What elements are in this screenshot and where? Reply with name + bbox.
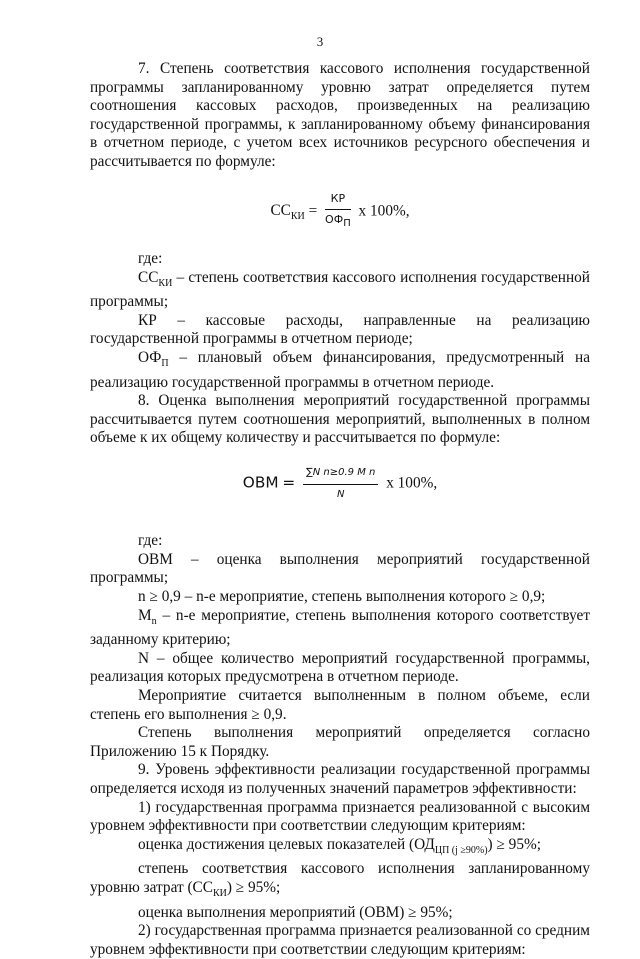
formula2-denominator: N	[336, 488, 345, 500]
definition-n: n ≥ 0,9 – n-е мероприятие, степень выполнения которого ≥ 0,9;	[138, 587, 546, 605]
paragraph-full-completion: Мероприятие считается выполненным в полном объеме, если степень его выполнения ≥ 0,9.	[90, 686, 590, 723]
paragraph-9: 9. Уровень эффективности реализации государственной программы определяется исходя из полученных значений параметров эффективности:	[90, 761, 590, 797]
where-label-2: где:	[138, 532, 163, 550]
formula1-tail: х 100%,	[358, 202, 410, 220]
formula2-eq: =	[282, 473, 296, 492]
where-label-1: где:	[138, 249, 163, 267]
formula1-numerator: КР	[325, 190, 351, 211]
formula2-tail: х 100%,	[386, 474, 438, 492]
criterion-od-cp: оценка достижения целевых показателей $(ОД_{ЦП (j \ge 90\%)}) \ge 95\%$;	[138, 835, 541, 856]
formula2-fraction	[303, 464, 378, 504]
paragraph-degree: Степень выполнения мероприятий определяется согласно Приложению 15 к Порядку.	[90, 724, 590, 760]
formula-ovm	[90, 464, 590, 504]
definition-N: N – общее количество мероприятий государственной программы, реализация которых предусмотрена в отчетном периоде.	[90, 649, 590, 686]
paragraph-9-1: 1) государственная программа признается реализованной с высоким уровнем эффективности при соответствии следующим критериям:	[90, 798, 590, 835]
formula-cc-ki	[90, 190, 590, 234]
paragraph-9-2: 2) государственная программа признается реализованной со средним уровнем эффективности при соответствии следующим критериям:	[90, 922, 590, 958]
paragraph-8: 8. Оценка выполнения мероприятий государственной программы рассчитывается путем соотношения мероприятий, выполненных в полном объеме к их общему количеству и рассчитывается по формуле:	[90, 392, 590, 447]
definition-mn: $M_n - n-е$ мероприятие, степень выполнения которого соответствует заданному критерию;	[90, 606, 590, 649]
paragraph-7: 7. Степень соответствия кассового исполнения государственной программы запланированному уровню затрат определяется путем соотношения кассовых расходов, произведенных на реализацию государственной программы, к запланированному объему финансирования в отчетном периоде, с учетом всех источников ресурсного обеспечения и рассчитывается по формуле:	[90, 60, 590, 170]
formula1-eq: =	[308, 202, 318, 220]
definition-cc-ki: $СС_{КИ}$ – степень соответствия кассового исполнения государственной программы;	[90, 268, 590, 311]
formula2-numerator: ∑N n≥0.9 M n	[303, 464, 378, 485]
formula1-lhs: $СС_{КИ}$	[270, 202, 305, 223]
page-number: 3	[316, 34, 324, 49]
formula2-lhs: ОВМ	[242, 473, 279, 492]
criterion-ovm: оценка выполнения мероприятий (ОВМ) ≥ 95%;	[138, 903, 453, 921]
formula1-denominator: $ОФ_П$	[325, 213, 351, 230]
definition-of-p: $ОФ_П$ – плановый объем финансирования, предусмотренный на реализацию государственной программы в отчетном периоде.	[90, 348, 590, 391]
document-body	[90, 60, 590, 959]
definition-kr: КР – кассовые расходы, направленные на реализацию государственной программы в отчетном периоде;	[90, 311, 590, 348]
formula1-fraction	[325, 190, 351, 234]
criterion-cc-ki: степень соответствия кассового исполнения запланированному уровню затрат $(СС_{КИ}) \ge 95\%$;	[90, 860, 590, 899]
definition-ovm: ОВМ – оценка выполнения мероприятий государственной программы;	[90, 550, 590, 587]
